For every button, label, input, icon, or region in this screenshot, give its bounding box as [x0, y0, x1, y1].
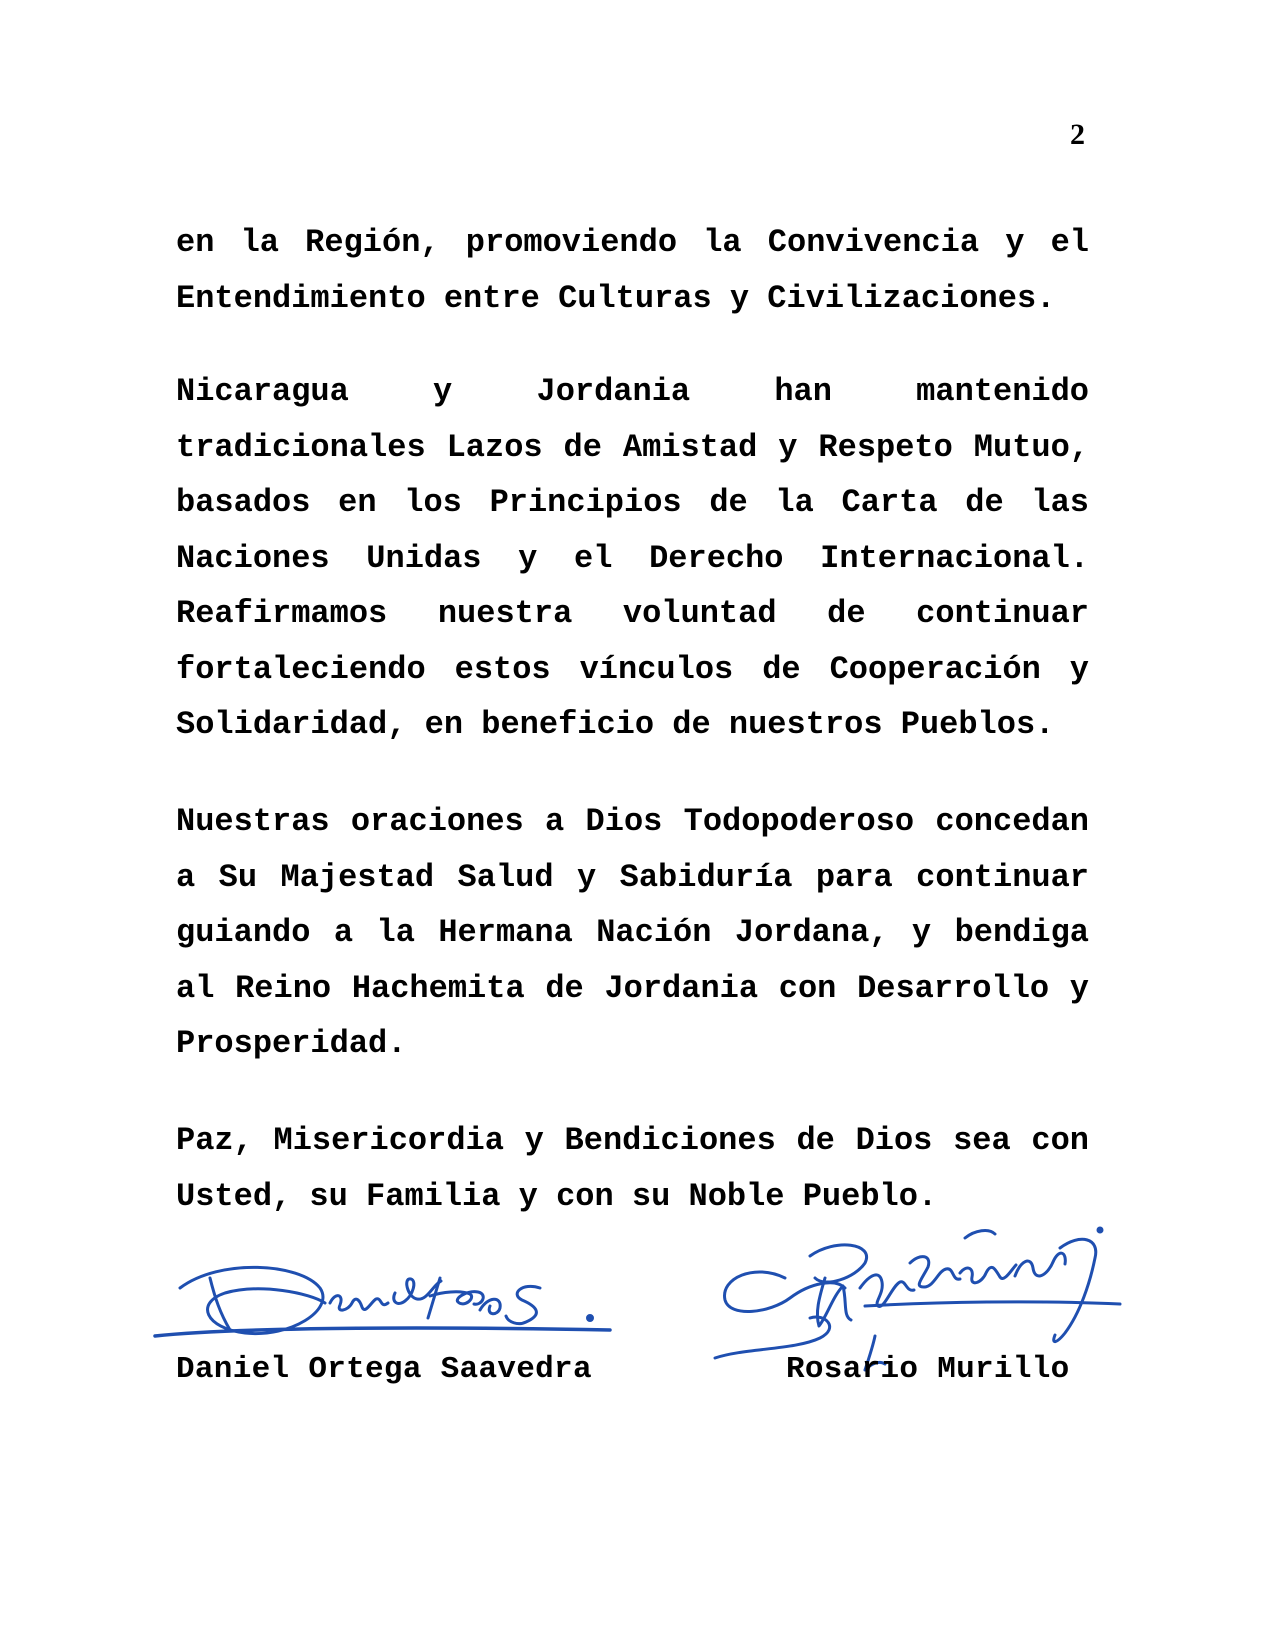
paragraph-2: Nicaragua y Jordania han mantenido tradicionales Lazos de Amistad y Respeto Mutuo, basados en los Principios de la Carta de las Naciones Unidas y el Derecho Internacional. Reafirmamos nuestra voluntad de continuar fortaleciendo estos vínculos de Cooperación y Solidaridad, en beneficio de nuestros Pueblos.: [176, 373, 1089, 743]
paragraph-4: Paz, Misericordia y Bendiciones de Dios sea con Usted, su Familia y con su Noble Pueblo.: [176, 1122, 1089, 1215]
page-number: 2: [1070, 118, 1085, 151]
signature-daniel-ortega: [150, 1248, 630, 1348]
paragraph-1: en la Región, promoviendo la Convivencia y el Entendimiento entre Culturas y Civilizaciones.: [176, 224, 1089, 317]
paragraph-3: Nuestras oraciones a Dios Todopoderoso concedan a Su Majestad Salud y Sabiduría para continuar guiando a la Hermana Nación Jordana, y bendiga al Reino Hachemita de Jordania con Desarrollo y Prosperidad.: [176, 803, 1089, 1062]
signer-name-left: Daniel Ortega Saavedra: [176, 1352, 592, 1387]
signer-name-right: Rosario Murillo: [786, 1352, 1070, 1387]
